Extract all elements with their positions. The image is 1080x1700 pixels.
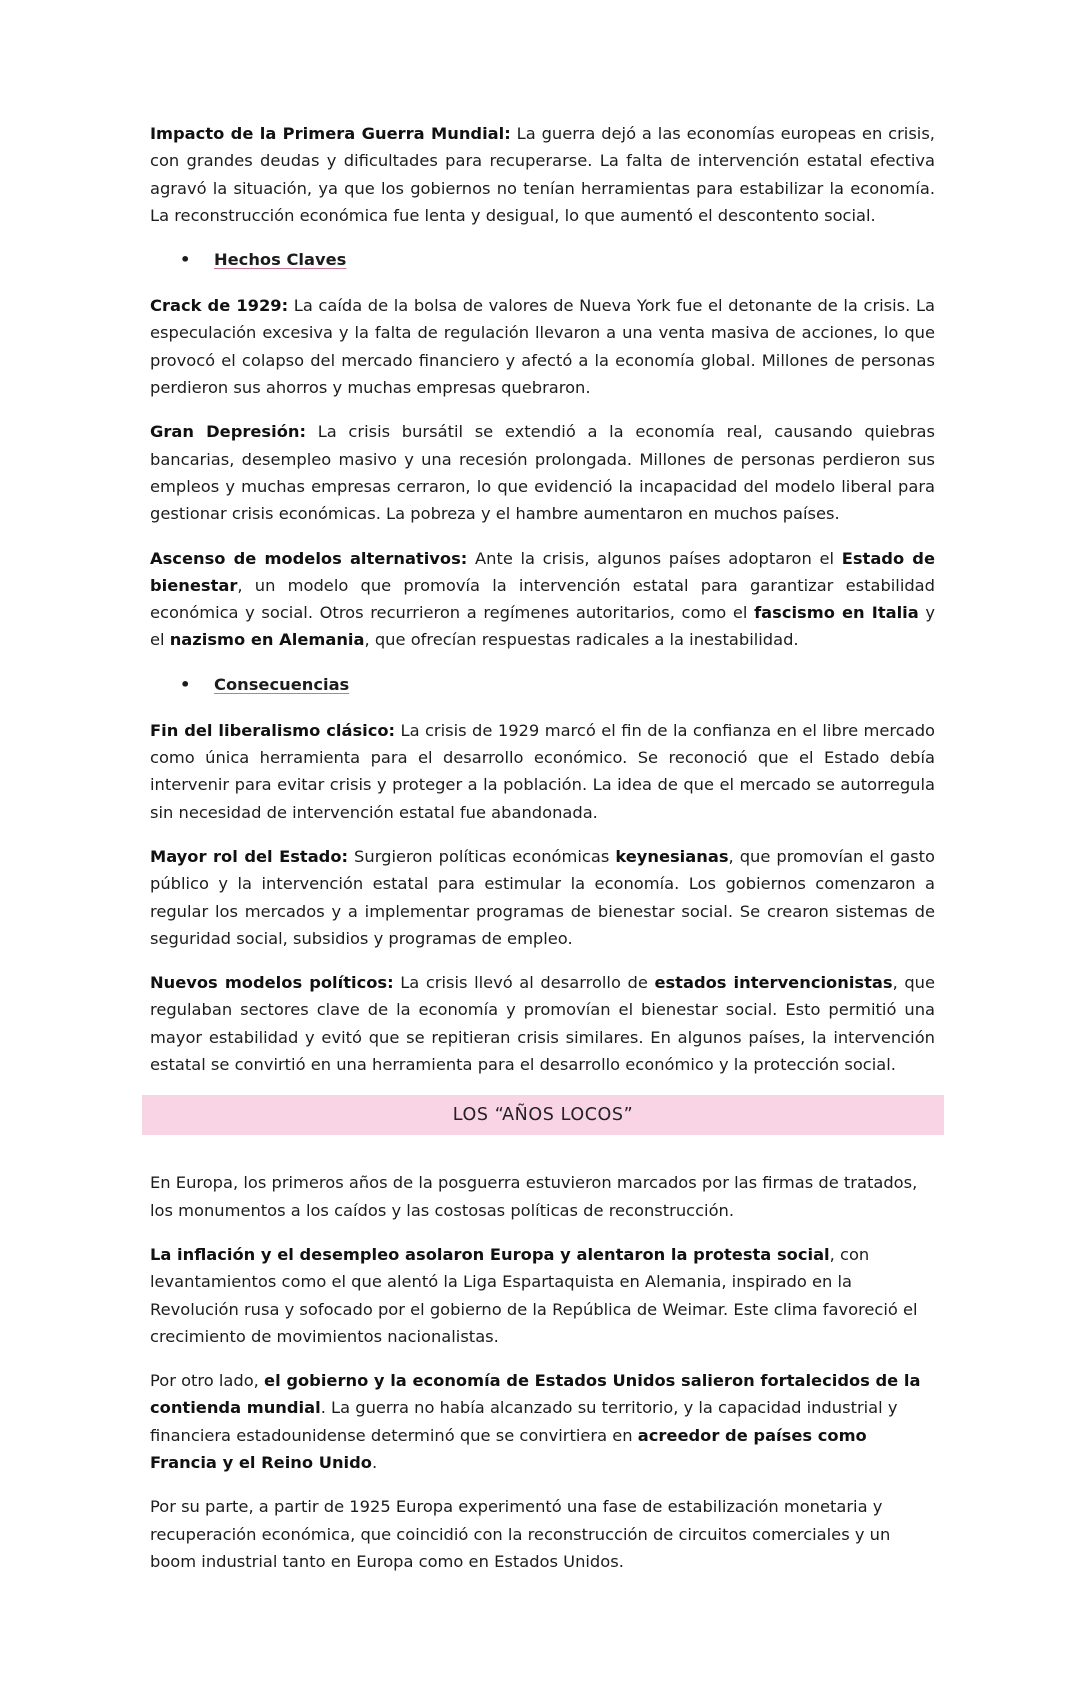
fin-liberalismo-label: Fin del liberalismo clásico: (150, 720, 396, 740)
heading-hechos-claves: Hechos Claves (214, 250, 347, 270)
document-page (150, 120, 935, 1592)
paragraph-mayor-rol (150, 843, 935, 952)
estados-unidos-text-2: . La guerra no había alcanzado su territorio, y la capacidad industrial y financiera estadounidense determinó que se convirtiera en (150, 1398, 898, 1445)
ascenso-bold-2: fascismo en Italia (754, 603, 919, 623)
mayor-rol-text-1: Surgieron políticas económicas (348, 846, 616, 866)
paragraph-impacto (150, 120, 935, 229)
paragraph-fin-liberalismo (150, 717, 935, 826)
gran-depresion-text: La crisis bursátil se extendió a la economía real, causando quiebras bancarias, desempleo masivo y una recesión prolongada. Millones de personas perdieron sus empleos y muchas empresas cerraron, lo que evidenció la incapacidad del modelo liberal para gestionar crisis económicas. La pobreza y el hambre aumentaron en muchos países. (150, 422, 935, 524)
estados-unidos-bold-1: el gobierno y la economía de Estados Unidos salieron fortalecidos de la contienda mundial (150, 1371, 921, 1418)
ascenso-text-4: , que ofrecían respuestas radicales a la inestabilidad. (364, 630, 799, 650)
paragraph-estados-unidos (150, 1367, 935, 1476)
inflacion-bold: La inflación y el desempleo asolaron Europa y alentaron la protesta social (150, 1244, 830, 1264)
estados-unidos-bold-2: acreedor de países como Francia y el Reino Unido (150, 1425, 867, 1472)
estados-unidos-text-1: Por otro lado, (150, 1371, 265, 1391)
paragraph-inflacion (150, 1241, 935, 1350)
bullet-dot-icon: • (180, 250, 191, 270)
estabilizacion-text: Por su parte, a partir de 1925 Europa experimentó una fase de estabilización monetaria y recuperación económica, que coincidió con la reconstrucción de circuitos comerciales y un boom industrial tanto en Europa como en Estados Unidos. (150, 1497, 891, 1571)
ascenso-bold-1: Estado de bienestar (150, 548, 935, 595)
crack-text: La caída de la bolsa de valores de Nueva York fue el detonante de la crisis. La especulación excesiva y la falta de regulación llevaron a una venta masiva de acciones, lo que provocó el colapso del mercado financiero y afectó a la economía global. Millones de personas perdieron sus ahorros y muchas empresas quebraron. (150, 296, 935, 398)
nuevos-modelos-text-1: La crisis llevó al desarrollo de (393, 973, 655, 993)
gran-depresion-label: Gran Depresión: (150, 422, 306, 442)
fin-liberalismo-text: La crisis de 1929 marcó el fin de la confianza en el libre mercado como única herramienta para el desarrollo económico. Se reconoció que el Estado debía intervenir para evitar crisis y proteger a la población. La idea de que el mercado se autorregula sin necesidad de intervención estatal fue abandonada. (150, 720, 935, 822)
paragraph-nuevos-modelos (150, 969, 935, 1078)
paragraph-crack (150, 292, 935, 401)
bullet-hechos-claves (150, 246, 935, 274)
ascenso-bold-3: nazismo en Alemania (169, 630, 365, 650)
nuevos-modelos-label: Nuevos modelos políticos: (150, 973, 394, 993)
impacto-text: La guerra dejó a las economías europeas en crisis, con grandes deudas y dificultades para recuperarse. La falta de intervención estatal efectiva agravó la situación, ya que los gobiernos no tenían herramientas para estabilizar la economía. La reconstrucción económica fue lenta y desigual, lo que aumentó el descontento social. (150, 124, 935, 225)
crack-label: Crack de 1929: (150, 296, 289, 316)
section-title-banner (142, 1095, 944, 1135)
section-title-anos-locos: LOS “AÑOS LOCOS” (452, 1105, 634, 1126)
inflacion-text: , con levantamientos como el que alentó la Liga Espartaquista en Alemania, inspirado en la Revolución rusa y sofocado por el gobierno de la República de Weimar. Este clima favoreció el crecimiento de movimientos nacionalistas. (150, 1244, 918, 1346)
ascenso-text-3: y el (150, 603, 936, 650)
ascenso-text-1: Ante la crisis, algunos países adoptaron el (467, 548, 842, 568)
mayor-rol-label: Mayor rol del Estado: (150, 846, 349, 866)
paragraph-gran-depresion (150, 418, 935, 527)
nuevos-modelos-text-2: , que regulaban sectores clave de la economía y promovían el bienestar social. Esto permitió una mayor estabilidad y evitó que se repitieran crisis similares. En algunos países, la intervención estatal se convirtió en una herramienta para el desarrollo económico y la protección social. (150, 973, 935, 1075)
impacto-label: Impacto de la Primera Guerra Mundial: (150, 124, 511, 143)
europa-posguerra-text: En Europa, los primeros años de la posguerra estuvieron marcados por las firmas de tratados, los monumentos a los caídos y las costosas políticas de reconstrucción. (150, 1173, 918, 1220)
ascenso-label: Ascenso de modelos alternativos: (150, 548, 468, 568)
heading-consecuencias: Consecuencias (214, 674, 350, 694)
estados-unidos-text-3: . (371, 1452, 378, 1472)
paragraph-estabilizacion (150, 1493, 935, 1575)
paragraph-ascenso (150, 545, 935, 654)
nuevos-modelos-bold-1: estados intervencionistas (654, 973, 893, 993)
ascenso-text-2: , un modelo que promovía la intervención estatal para garantizar estabilidad económica y social. Otros recurrieron a regímenes autoritarios, como el (150, 575, 935, 623)
bullet-dot-icon: • (180, 674, 191, 694)
mayor-rol-bold-1: keynesianas (615, 846, 729, 866)
bullet-consecuencias (150, 671, 935, 699)
mayor-rol-text-2: , que promovían el gasto público y la intervención estatal para estimular la economía. Los gobiernos comenzaron a regular los mercados y a implementar programas de bienestar social. Se crearon sistemas de seguridad social, subsidios y programas de empleo. (150, 846, 936, 948)
paragraph-europa-posguerra (150, 1169, 935, 1224)
